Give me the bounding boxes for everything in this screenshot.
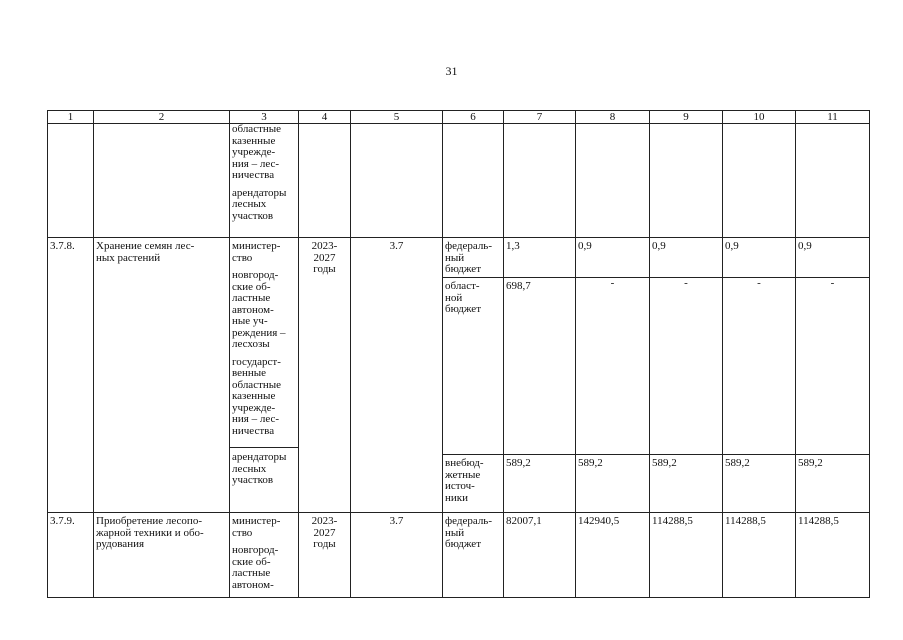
executor-line: ничества — [232, 169, 275, 181]
executor-line: ния – лес- — [232, 157, 280, 170]
column-number: 3 — [230, 111, 299, 124]
period-cell: 2023- 2027 годы — [299, 238, 351, 513]
column-number: 6 — [443, 111, 504, 124]
page-number: 31 — [445, 64, 458, 78]
column-number: 5 — [351, 111, 443, 124]
executor-line: лесных — [232, 198, 267, 210]
value-cell: 589,2 — [650, 455, 723, 513]
column-number: 10 — [723, 111, 796, 124]
value-cell: - — [723, 278, 796, 455]
table-row — [48, 238, 870, 278]
measures-table — [47, 110, 870, 598]
funding-source: внебюд- жетные источ- ники — [443, 455, 504, 513]
funding-source: област- ной бюджет — [443, 278, 504, 455]
value-cell: 82007,1 — [504, 513, 576, 598]
item-number: 3.7.8. — [48, 238, 94, 513]
column-number: 11 — [796, 111, 870, 124]
column-number: 8 — [576, 111, 650, 124]
executor-line: арендаторы — [232, 186, 287, 199]
column-number: 2 — [94, 111, 230, 124]
value-cell: - — [576, 278, 650, 455]
executor-cell: министер- ство новгород- ские об- ластные автоном- — [230, 513, 299, 598]
target-indicator: 3.7 — [351, 513, 443, 598]
value-cell: 589,2 — [576, 455, 650, 513]
column-number: 1 — [48, 111, 94, 124]
executor-cell: министер- ство новгород- ские об- ластные автоном- ные уч- реждения – лесхозы государст- венные областные казенные учрежде- ния – лес- ничества арендаторы лесных участков — [230, 238, 299, 513]
executor-line: казенные — [232, 134, 276, 147]
executor-cell — [230, 124, 299, 238]
executor-line: участков — [232, 209, 274, 222]
table-row — [48, 513, 870, 598]
value-cell: 589,2 — [723, 455, 796, 513]
item-name: Хранение семян лес- ных растений — [94, 238, 230, 513]
value-cell: - — [650, 278, 723, 455]
executor-line: учрежде- — [232, 146, 276, 158]
funding-source: федераль- ный бюджет — [443, 238, 504, 278]
value-cell: 114288,5 — [650, 513, 723, 598]
table-row — [48, 124, 870, 238]
value-cell: 114288,5 — [796, 513, 870, 598]
column-number-row — [48, 111, 870, 124]
column-number: 9 — [650, 111, 723, 124]
item-number: 3.7.9. — [48, 513, 94, 598]
period-cell: 2023- 2027 годы — [299, 513, 351, 598]
value-cell: 1,3 — [504, 238, 576, 278]
executor-line: областные — [232, 123, 282, 135]
value-cell: 0,9 — [576, 238, 650, 278]
funding-source: федераль- ный бюджет — [443, 513, 504, 598]
value-cell: 589,2 — [504, 455, 576, 513]
target-indicator: 3.7 — [351, 238, 443, 513]
value-cell: 698,7 — [504, 278, 576, 455]
column-number: 4 — [299, 111, 351, 124]
value-cell: - — [796, 278, 870, 455]
value-cell: 114288,5 — [723, 513, 796, 598]
column-number: 7 — [504, 111, 576, 124]
value-cell: 0,9 — [650, 238, 723, 278]
value-cell: 142940,5 — [576, 513, 650, 598]
value-cell: 0,9 — [723, 238, 796, 278]
item-name: Приобретение лесопо- жарной техники и обо- рудования — [94, 513, 230, 598]
value-cell: 589,2 — [796, 455, 870, 513]
value-cell: 0,9 — [796, 238, 870, 278]
